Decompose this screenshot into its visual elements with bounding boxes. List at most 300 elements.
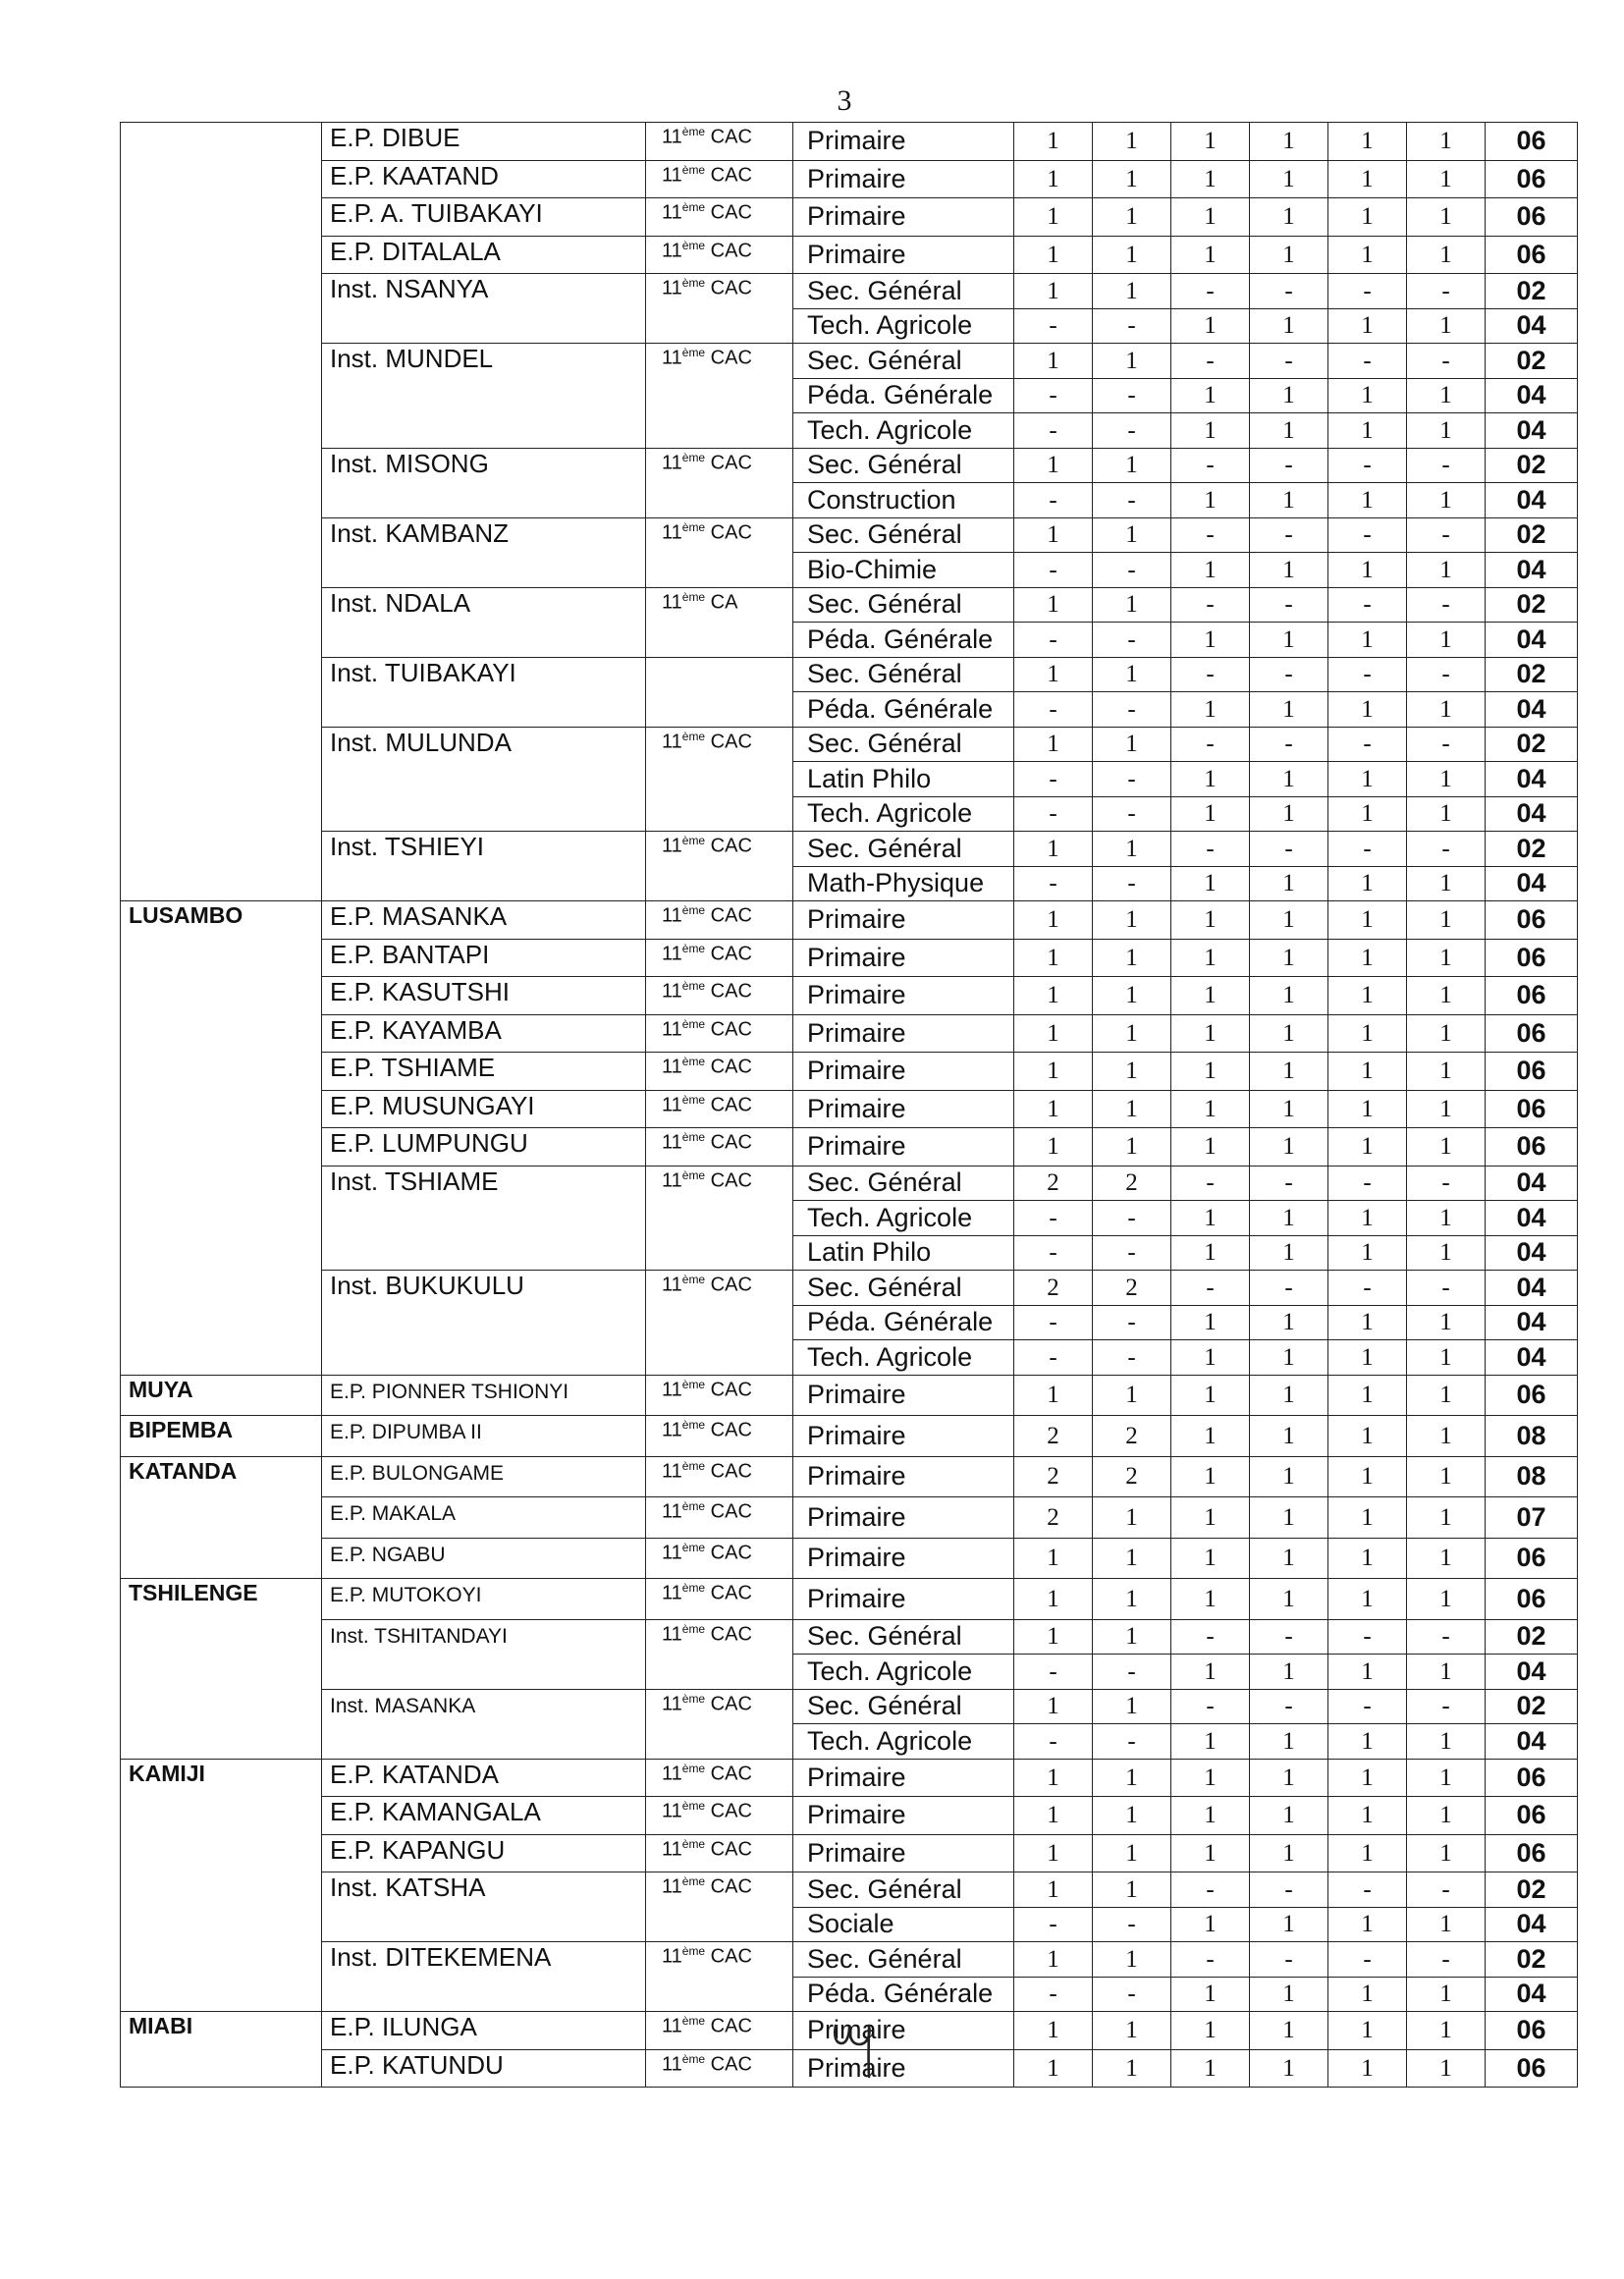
count-cell: 1 (1328, 762, 1407, 797)
count-cell: 1 (1407, 1090, 1486, 1128)
count-cell: - (1093, 378, 1171, 413)
total-cell: 06 (1486, 1090, 1578, 1128)
count-cell: 1 (1250, 1655, 1328, 1690)
total-cell: 06 (1486, 123, 1578, 161)
total-cell: 02 (1486, 517, 1578, 553)
count-cell: 1 (1171, 1759, 1250, 1797)
count-cell: 1 (1093, 1942, 1171, 1978)
count-cell: 2 (1014, 1416, 1093, 1457)
count-cell: 1 (1328, 1977, 1407, 2012)
count-cell: 1 (1171, 866, 1250, 901)
level-cell: 11ème CAC (646, 160, 793, 198)
count-cell: 2 (1093, 1456, 1171, 1497)
count-cell: 1 (1328, 1090, 1407, 1128)
count-cell: 1 (1250, 483, 1328, 518)
school-name-cell: E.P. KAYAMBA (322, 1014, 646, 1053)
count-cell: - (1014, 1907, 1093, 1942)
option-cell: Primaire (793, 1834, 1014, 1872)
count-cell: 1 (1250, 413, 1328, 449)
count-cell: 1 (1093, 160, 1171, 198)
count-cell: 1 (1171, 1977, 1250, 2012)
option-cell: Latin Philo (793, 762, 1014, 797)
count-cell: 1 (1171, 236, 1250, 274)
level-superscript: ème (681, 1016, 706, 1031)
count-cell: 1 (1014, 657, 1093, 692)
count-cell: 1 (1093, 939, 1171, 977)
total-cell: 06 (1486, 1375, 1578, 1416)
count-cell: 1 (1407, 1340, 1486, 1376)
total-cell: 06 (1486, 236, 1578, 274)
option-cell: Primaire (793, 1128, 1014, 1167)
count-cell: 1 (1093, 274, 1171, 309)
table-row (121, 1834, 1578, 1872)
school-name-cell: Inst. TUIBAKAYI (322, 657, 646, 727)
count-cell: - (1093, 796, 1171, 832)
count-cell: 1 (1014, 1579, 1093, 1620)
count-cell: - (1093, 1724, 1171, 1760)
count-cell: 1 (1014, 1090, 1093, 1128)
count-cell: 1 (1250, 1305, 1328, 1340)
option-cell: Primaire (793, 1090, 1014, 1128)
level-superscript: ème (681, 200, 706, 214)
count-cell: 1 (1250, 553, 1328, 588)
total-cell: 04 (1486, 1907, 1578, 1942)
count-cell: 2 (1093, 1416, 1171, 1457)
count-cell: 1 (1407, 1655, 1486, 1690)
table-row (121, 1053, 1578, 1091)
count-cell: 1 (1250, 796, 1328, 832)
count-cell: 1 (1407, 1538, 1486, 1579)
count-cell: 1 (1407, 866, 1486, 901)
option-cell: Sec. Général (793, 1271, 1014, 1306)
count-cell: 1 (1014, 1797, 1093, 1835)
count-cell: 1 (1250, 2049, 1328, 2088)
level-superscript: ème (681, 162, 706, 177)
school-name-cell: E.P. TSHIAME (322, 1053, 646, 1091)
count-cell: - (1171, 657, 1250, 692)
option-cell: Sec. Général (793, 832, 1014, 867)
count-cell: 1 (1328, 198, 1407, 237)
option-cell: Tech. Agricole (793, 1340, 1014, 1376)
school-name-cell: Inst. TSHIEYI (322, 832, 646, 901)
count-cell: 1 (1014, 123, 1093, 161)
total-cell: 02 (1486, 344, 1578, 379)
count-cell: 1 (1171, 1201, 1250, 1236)
table-row (121, 1090, 1578, 1128)
school-name-cell: E.P. KAATAND (322, 160, 646, 198)
count-cell: - (1171, 1271, 1250, 1306)
total-cell: 07 (1486, 1497, 1578, 1539)
count-cell: 1 (1407, 236, 1486, 274)
total-cell: 06 (1486, 1053, 1578, 1091)
count-cell: 1 (1328, 977, 1407, 1015)
school-name-cell: Inst. TSHIAME (322, 1166, 646, 1271)
count-cell: 1 (1093, 123, 1171, 161)
level-superscript: ème (681, 519, 706, 534)
count-cell: 1 (1250, 1201, 1328, 1236)
school-name-cell: Inst. NSANYA (322, 274, 646, 344)
option-cell: Construction (793, 483, 1014, 518)
count-cell: 1 (1328, 1797, 1407, 1835)
count-cell: - (1171, 517, 1250, 553)
option-cell: Sec. Général (793, 517, 1014, 553)
table-row (121, 1619, 1578, 1655)
count-cell: - (1407, 1619, 1486, 1655)
total-cell: 06 (1486, 1128, 1578, 1167)
count-cell: - (1328, 832, 1407, 867)
count-cell: - (1093, 762, 1171, 797)
count-cell: 1 (1250, 977, 1328, 1015)
total-cell: 06 (1486, 160, 1578, 198)
count-cell: - (1171, 1689, 1250, 1724)
count-cell: 1 (1328, 1655, 1407, 1690)
total-cell: 02 (1486, 727, 1578, 762)
count-cell: 1 (1328, 1305, 1407, 1340)
total-cell: 04 (1486, 483, 1578, 518)
count-cell: 1 (1093, 517, 1171, 553)
count-cell: - (1407, 587, 1486, 623)
count-cell: 1 (1328, 1340, 1407, 1376)
level-superscript: ème (681, 346, 706, 359)
school-name-cell: Inst. MULUNDA (322, 727, 646, 832)
option-cell: Tech. Agricole (793, 1655, 1014, 1690)
table-row (121, 1375, 1578, 1416)
count-cell: 1 (1250, 939, 1328, 977)
count-cell: 1 (1171, 198, 1250, 237)
count-cell: 1 (1171, 1456, 1250, 1497)
table-row (121, 344, 1578, 379)
total-cell: 04 (1486, 866, 1578, 901)
count-cell: 1 (1093, 587, 1171, 623)
allocation-table (120, 122, 1578, 2088)
count-cell: - (1093, 1977, 1171, 2012)
level-cell: 11ème CAC (646, 236, 793, 274)
option-cell: Primaire (793, 1014, 1014, 1053)
count-cell: 1 (1014, 2049, 1093, 2088)
school-name-cell: E.P. DIBUE (322, 123, 646, 161)
option-cell: Sec. Général (793, 448, 1014, 483)
option-cell: Tech. Agricole (793, 1724, 1014, 1760)
count-cell: - (1407, 1872, 1486, 1908)
table-row (121, 1271, 1578, 1306)
count-cell: 1 (1250, 1340, 1328, 1376)
count-cell: 1 (1093, 727, 1171, 762)
count-cell: 1 (1250, 378, 1328, 413)
count-cell: 1 (1250, 1538, 1328, 1579)
total-cell: 02 (1486, 1689, 1578, 1724)
total-cell: 04 (1486, 692, 1578, 728)
count-cell: - (1014, 413, 1093, 449)
count-cell: 1 (1250, 1977, 1328, 2012)
level-superscript: ème (681, 1691, 706, 1706)
total-cell: 04 (1486, 413, 1578, 449)
count-cell: 1 (1093, 2049, 1171, 2088)
level-cell: 11ème CAC (646, 1797, 793, 1835)
count-cell: - (1328, 1942, 1407, 1978)
count-cell: 1 (1014, 1014, 1093, 1053)
count-cell: - (1328, 1619, 1407, 1655)
count-cell: - (1250, 727, 1328, 762)
total-cell: 04 (1486, 1201, 1578, 1236)
total-cell: 04 (1486, 796, 1578, 832)
count-cell: 1 (1328, 1053, 1407, 1091)
count-cell: 1 (1407, 1305, 1486, 1340)
level-cell: 11ème CAC (646, 1090, 793, 1128)
level-cell: 11ème CAC (646, 1579, 793, 1620)
count-cell: 1 (1014, 727, 1093, 762)
count-cell: 1 (1407, 977, 1486, 1015)
school-name-cell: Inst. TSHITANDAYI (322, 1619, 646, 1689)
count-cell: 2 (1093, 1166, 1171, 1201)
count-cell: 1 (1171, 901, 1250, 940)
school-name-cell: Inst. BUKUKULU (322, 1271, 646, 1376)
count-cell: 1 (1250, 1416, 1328, 1457)
level-superscript: ème (681, 1621, 706, 1636)
count-cell: 1 (1171, 762, 1250, 797)
count-cell: 1 (1171, 1053, 1250, 1091)
count-cell: 2 (1093, 1271, 1171, 1306)
count-cell: 1 (1093, 1090, 1171, 1128)
count-cell: - (1014, 866, 1093, 901)
option-cell: Tech. Agricole (793, 796, 1014, 832)
count-cell: - (1014, 483, 1093, 518)
level-superscript: ème (681, 1581, 706, 1595)
school-name-cell: E.P. LUMPUNGU (322, 1128, 646, 1167)
option-cell: Sec. Général (793, 344, 1014, 379)
count-cell: 1 (1171, 1014, 1250, 1053)
count-cell: - (1407, 1942, 1486, 1978)
count-cell: 1 (1250, 123, 1328, 161)
count-cell: 1 (1407, 1456, 1486, 1497)
count-cell: 1 (1407, 553, 1486, 588)
count-cell: 1 (1250, 160, 1328, 198)
total-cell: 04 (1486, 1305, 1578, 1340)
count-cell: 1 (1328, 1724, 1407, 1760)
school-name-cell: E.P. KATUNDU (322, 2049, 646, 2088)
count-cell: 1 (1014, 274, 1093, 309)
option-cell: Latin Philo (793, 1235, 1014, 1271)
count-cell: 1 (1328, 1579, 1407, 1620)
level-cell: 11ème CAC (646, 1689, 793, 1759)
count-cell: - (1093, 623, 1171, 658)
count-cell: - (1407, 517, 1486, 553)
count-cell: - (1250, 274, 1328, 309)
count-cell: - (1328, 517, 1407, 553)
count-cell: 1 (1250, 1456, 1328, 1497)
count-cell: 1 (1328, 1416, 1407, 1457)
count-cell: 1 (1171, 160, 1250, 198)
count-cell: 1 (1014, 1942, 1093, 1978)
count-cell: 1 (1171, 1724, 1250, 1760)
signature-mark (830, 2018, 879, 2085)
count-cell: 1 (1014, 939, 1093, 977)
level-cell (646, 657, 793, 727)
total-cell: 02 (1486, 832, 1578, 867)
count-cell: 1 (1328, 1497, 1407, 1539)
count-cell: - (1328, 344, 1407, 379)
count-cell: 1 (1407, 483, 1486, 518)
level-cell: 11ème CAC (646, 1128, 793, 1167)
total-cell: 04 (1486, 1977, 1578, 2012)
count-cell: 1 (1014, 344, 1093, 379)
count-cell: 1 (1171, 1235, 1250, 1271)
school-name-cell: Inst. DITEKEMENA (322, 1942, 646, 2012)
count-cell: 1 (1407, 1907, 1486, 1942)
option-cell: Sec. Général (793, 1166, 1014, 1201)
table-row (121, 1497, 1578, 1539)
count-cell: 1 (1407, 378, 1486, 413)
level-cell: 11ème CA (646, 587, 793, 657)
count-cell: 1 (1250, 1375, 1328, 1416)
level-cell: 11ème CAC (646, 2049, 793, 2088)
count-cell: 1 (1250, 308, 1328, 344)
location-cell: BIPEMBA (121, 1416, 322, 1457)
total-cell: 06 (1486, 1834, 1578, 1872)
count-cell: 1 (1328, 866, 1407, 901)
location-cell: MUYA (121, 1375, 322, 1416)
count-cell: 1 (1171, 977, 1250, 1015)
level-cell: 11ème CAC (646, 1375, 793, 1416)
count-cell: 1 (1407, 1375, 1486, 1416)
level-superscript: ème (681, 238, 706, 252)
count-cell: 1 (1407, 160, 1486, 198)
option-cell: Péda. Générale (793, 378, 1014, 413)
count-cell: 1 (1407, 692, 1486, 728)
count-cell: 1 (1250, 1759, 1328, 1797)
table-row (121, 1538, 1578, 1579)
table-row (121, 1014, 1578, 1053)
option-cell: Primaire (793, 1053, 1014, 1091)
count-cell: - (1171, 587, 1250, 623)
level-superscript: ème (681, 1944, 706, 1958)
count-cell: 1 (1093, 344, 1171, 379)
count-cell: 1 (1250, 901, 1328, 940)
count-cell: 1 (1328, 1201, 1407, 1236)
count-cell: 1 (1014, 2012, 1093, 2050)
count-cell: - (1093, 1655, 1171, 1690)
count-cell: 1 (1093, 1497, 1171, 1539)
total-cell: 06 (1486, 901, 1578, 940)
school-name-cell: E.P. MAKALA (322, 1497, 646, 1539)
count-cell: 1 (1171, 939, 1250, 977)
count-cell: - (1014, 1305, 1093, 1340)
location-cell: TSHILENGE (121, 1579, 322, 1760)
level-superscript: ème (681, 125, 706, 138)
location-cell: KAMIJI (121, 1759, 322, 2012)
level-cell: 11ème CAC (646, 274, 793, 344)
total-cell: 04 (1486, 1235, 1578, 1271)
count-cell: - (1014, 378, 1093, 413)
count-cell: 1 (1093, 1759, 1171, 1797)
count-cell: 1 (1014, 1538, 1093, 1579)
total-cell: 02 (1486, 448, 1578, 483)
count-cell: 1 (1328, 160, 1407, 198)
count-cell: 1 (1093, 657, 1171, 692)
table-row (121, 1166, 1578, 1201)
count-cell: 1 (1250, 2012, 1328, 2050)
count-cell: 1 (1171, 553, 1250, 588)
count-cell: 1 (1171, 1340, 1250, 1376)
level-cell: 11ème CAC (646, 1271, 793, 1376)
option-cell: Primaire (793, 160, 1014, 198)
total-cell: 02 (1486, 657, 1578, 692)
total-cell: 02 (1486, 1942, 1578, 1978)
level-superscript: ème (681, 1799, 706, 1813)
total-cell: 04 (1486, 1724, 1578, 1760)
count-cell: 1 (1328, 2049, 1407, 2088)
level-superscript: ème (681, 1540, 706, 1554)
level-superscript: ème (681, 589, 706, 604)
option-cell: Sec. Général (793, 1619, 1014, 1655)
count-cell: - (1328, 1689, 1407, 1724)
location-cell (121, 123, 322, 901)
level-superscript: ème (681, 1836, 706, 1851)
count-cell: 1 (1014, 977, 1093, 1015)
count-cell: 1 (1407, 1201, 1486, 1236)
option-cell: Primaire (793, 2049, 1014, 2088)
count-cell: 1 (1171, 308, 1250, 344)
count-cell: 1 (1328, 1907, 1407, 1942)
count-cell: 1 (1407, 1759, 1486, 1797)
level-superscript: ème (681, 2014, 706, 2028)
count-cell: 1 (1093, 236, 1171, 274)
table-row (121, 1416, 1578, 1457)
table-row (121, 977, 1578, 1015)
count-cell: 1 (1250, 1235, 1328, 1271)
count-cell: 1 (1093, 1797, 1171, 1835)
count-cell: 1 (1093, 1579, 1171, 1620)
school-name-cell: E.P. MUSUNGAYI (322, 1090, 646, 1128)
count-cell: - (1407, 1689, 1486, 1724)
total-cell: 06 (1486, 198, 1578, 237)
count-cell: 1 (1407, 413, 1486, 449)
level-superscript: ème (681, 941, 706, 955)
level-cell: 11ème CAC (646, 939, 793, 977)
count-cell: 1 (1014, 832, 1093, 867)
option-cell: Sec. Général (793, 1872, 1014, 1908)
option-cell: Sociale (793, 1907, 1014, 1942)
level-superscript: ème (681, 1874, 706, 1888)
count-cell: - (1407, 727, 1486, 762)
school-name-cell: E.P. MUTOKOYI (322, 1579, 646, 1620)
total-cell: 04 (1486, 1340, 1578, 1376)
level-cell: 11ème CAC (646, 832, 793, 901)
count-cell: - (1328, 657, 1407, 692)
count-cell: 1 (1328, 1375, 1407, 1416)
level-superscript: ème (681, 1130, 706, 1144)
count-cell: 1 (1407, 1977, 1486, 2012)
option-cell: Tech. Agricole (793, 413, 1014, 449)
count-cell: - (1407, 344, 1486, 379)
count-cell: 1 (1171, 1497, 1250, 1539)
total-cell: 02 (1486, 1872, 1578, 1908)
total-cell: 06 (1486, 1759, 1578, 1797)
count-cell: 1 (1407, 2049, 1486, 2088)
count-cell: 1 (1171, 1416, 1250, 1457)
count-cell: 1 (1171, 692, 1250, 728)
total-cell: 04 (1486, 1166, 1578, 1201)
school-name-cell: Inst. MUNDEL (322, 344, 646, 449)
table-row (121, 517, 1578, 553)
table-row (121, 160, 1578, 198)
school-name-cell: E.P. DIPUMBA II (322, 1416, 646, 1457)
school-name-cell: E.P. A. TUIBAKAYI (322, 198, 646, 237)
option-cell: Sec. Général (793, 1942, 1014, 1978)
count-cell: 1 (1328, 308, 1407, 344)
count-cell: 2 (1014, 1166, 1093, 1201)
count-cell: 1 (1250, 1797, 1328, 1835)
count-cell: - (1014, 1724, 1093, 1760)
